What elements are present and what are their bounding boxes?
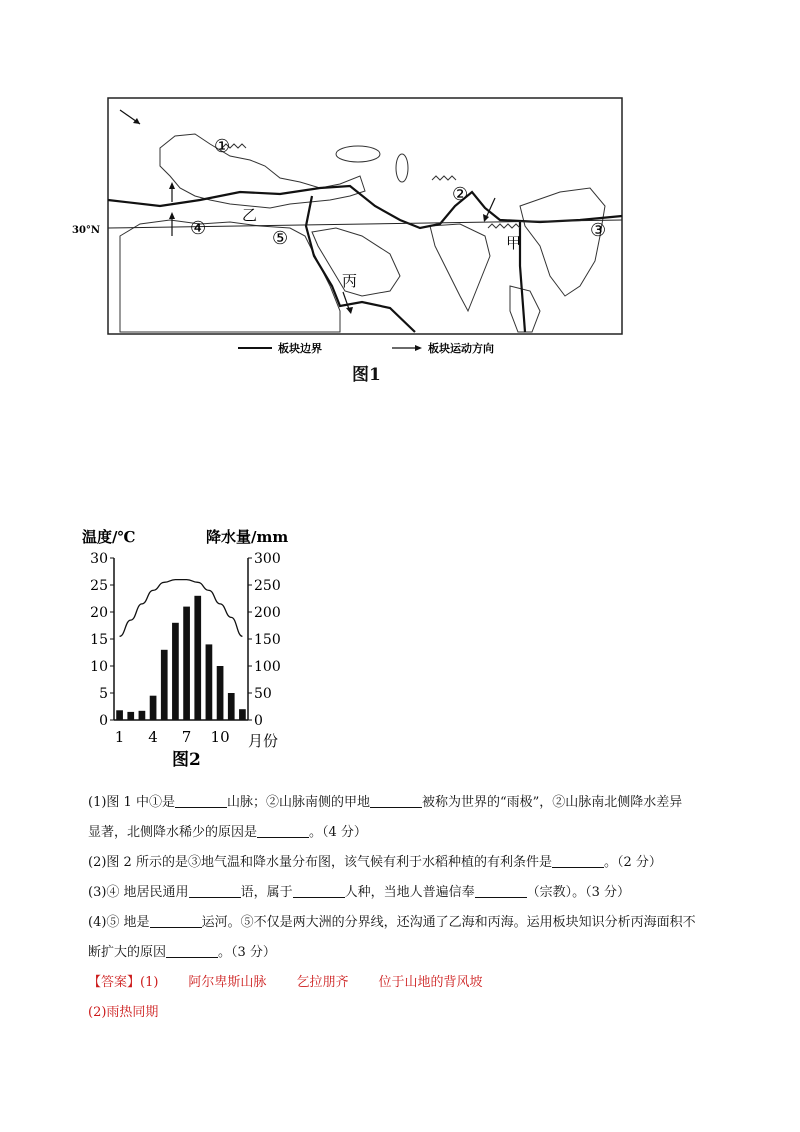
precip-bar bbox=[206, 644, 213, 720]
left-tick-label: 30 bbox=[90, 551, 108, 567]
answer-1: 阿尔卑斯山脉 bbox=[188, 975, 267, 990]
question-2 bbox=[88, 853, 662, 873]
precip-bar bbox=[172, 623, 179, 720]
question-1-line1 bbox=[88, 793, 682, 813]
left-tick-label: 15 bbox=[90, 632, 108, 648]
label-2: ② bbox=[452, 184, 469, 205]
left-tick-label: 20 bbox=[90, 605, 108, 621]
lat-label: 30°N bbox=[72, 225, 101, 236]
left-tick-label: 25 bbox=[90, 578, 108, 594]
label-4: ④ bbox=[190, 218, 207, 239]
right-tick-label: 0 bbox=[254, 713, 263, 729]
left-ticks bbox=[90, 551, 114, 729]
q4-blank-1[interactable] bbox=[150, 913, 202, 928]
caspian-sea bbox=[396, 154, 408, 182]
temperature-curve bbox=[120, 580, 243, 637]
question-4-line2 bbox=[88, 943, 276, 963]
answer-lead: 【答案】(1) bbox=[88, 975, 159, 990]
question-4-line1 bbox=[88, 913, 696, 933]
label-yi: 乙 bbox=[242, 206, 258, 224]
climate-chart-svg bbox=[78, 524, 308, 774]
q1-text-e: 。（4 分） bbox=[309, 825, 367, 840]
q1-blank-1[interactable] bbox=[175, 793, 227, 808]
precip-bar bbox=[217, 666, 224, 720]
x-tick-label: 1 bbox=[114, 728, 125, 746]
legend-boundary-label: 板块边界 bbox=[278, 342, 322, 355]
left-tick-label: 5 bbox=[99, 686, 108, 702]
q1-blank-2[interactable] bbox=[370, 793, 422, 808]
answer-line2 bbox=[88, 1003, 158, 1023]
plate-map bbox=[72, 96, 630, 366]
left-axis-title: 温度/℃ bbox=[82, 528, 136, 546]
right-tick-label: 50 bbox=[254, 686, 272, 702]
question-3 bbox=[88, 883, 630, 903]
q4-text-b: 运河。⑤不仅是两大洲的分界线，还沟通了乙海和丙海。运用板块知识分析丙海面积不 bbox=[201, 915, 696, 930]
precip-bar bbox=[116, 710, 123, 720]
x-tick-label: 4 bbox=[148, 728, 158, 746]
left-tick-label: 0 bbox=[99, 713, 108, 729]
label-bing: 丙 bbox=[342, 272, 358, 290]
label-1: ① bbox=[214, 136, 231, 157]
q1-text-a: (1)图 1 中①是 bbox=[88, 795, 175, 810]
right-tick-label: 100 bbox=[254, 659, 281, 675]
legend-direction-label: 板块运动方向 bbox=[428, 342, 494, 355]
right-axis-title: 降水量/mm bbox=[206, 528, 289, 546]
right-ticks bbox=[248, 551, 281, 729]
x-tick-label: 10 bbox=[210, 728, 230, 746]
answer-3: 位于山地的背风坡 bbox=[378, 975, 483, 990]
answer-line1 bbox=[88, 973, 482, 993]
right-tick-label: 250 bbox=[254, 578, 281, 594]
right-tick-label: 200 bbox=[254, 605, 281, 621]
q1-text-d: 显著，北侧降水稀少的原因是 bbox=[88, 825, 258, 840]
q2-text-b: 。（2 分） bbox=[603, 855, 662, 870]
answer-4: (2)雨热同期 bbox=[88, 1005, 159, 1020]
question-1-line2 bbox=[88, 823, 367, 843]
answer-2: 乞拉朋齐 bbox=[296, 975, 349, 990]
label-jia: 甲 bbox=[506, 234, 522, 252]
label-5: ⑤ bbox=[272, 228, 289, 249]
q3-blank-2[interactable] bbox=[293, 883, 345, 898]
q4-text-d: 。（3 分） bbox=[218, 945, 276, 960]
x-tick-label: 7 bbox=[181, 728, 192, 746]
black-sea bbox=[336, 146, 380, 162]
precip-bar bbox=[161, 650, 168, 720]
precip-bar bbox=[127, 712, 134, 720]
q3-text-a: (3)④ 地居民通用 bbox=[88, 885, 189, 900]
q3-blank-1[interactable] bbox=[189, 883, 241, 898]
figure1-map bbox=[72, 96, 630, 366]
q1-text-c: 被称为世界的“雨极”，②山脉南北侧降水差异 bbox=[421, 795, 683, 810]
precip-bar bbox=[194, 596, 201, 720]
q4-text-c: 断扩大的原因 bbox=[88, 945, 167, 960]
q3-blank-3[interactable] bbox=[475, 883, 527, 898]
precip-bar bbox=[228, 693, 235, 720]
label-3: ③ bbox=[590, 220, 607, 241]
precip-bar bbox=[150, 696, 157, 720]
q3-text-b: 语，属于 bbox=[240, 885, 293, 900]
left-tick-label: 10 bbox=[90, 659, 108, 675]
figure1-caption: 图1 bbox=[352, 365, 381, 385]
q3-text-d: （宗教）。（3 分） bbox=[526, 885, 630, 900]
right-tick-label: 300 bbox=[254, 551, 281, 567]
q1-blank-3[interactable] bbox=[257, 823, 309, 838]
figure2-caption: 图2 bbox=[172, 750, 201, 770]
q2-text-a: (2)图 2 所示的是③地气温和降水量分布图，该气候有利于水稻种植的有利条件是 bbox=[88, 855, 552, 870]
figure2-climate-chart bbox=[78, 524, 308, 774]
q1-text-b: 山脉；②山脉南侧的甲地 bbox=[226, 795, 370, 810]
q2-blank-1[interactable] bbox=[552, 853, 604, 868]
right-tick-label: 150 bbox=[254, 632, 281, 648]
precip-bar bbox=[139, 711, 146, 720]
q4-text-a: (4)⑤ 地是 bbox=[88, 915, 150, 930]
precip-bar bbox=[183, 607, 190, 720]
q3-text-c: 人种，当地人普遍信奉 bbox=[344, 885, 475, 900]
x-ticks bbox=[115, 728, 230, 746]
month-label: 月份 bbox=[248, 732, 279, 750]
q4-blank-2[interactable] bbox=[166, 943, 218, 958]
precip-bar bbox=[239, 709, 246, 720]
